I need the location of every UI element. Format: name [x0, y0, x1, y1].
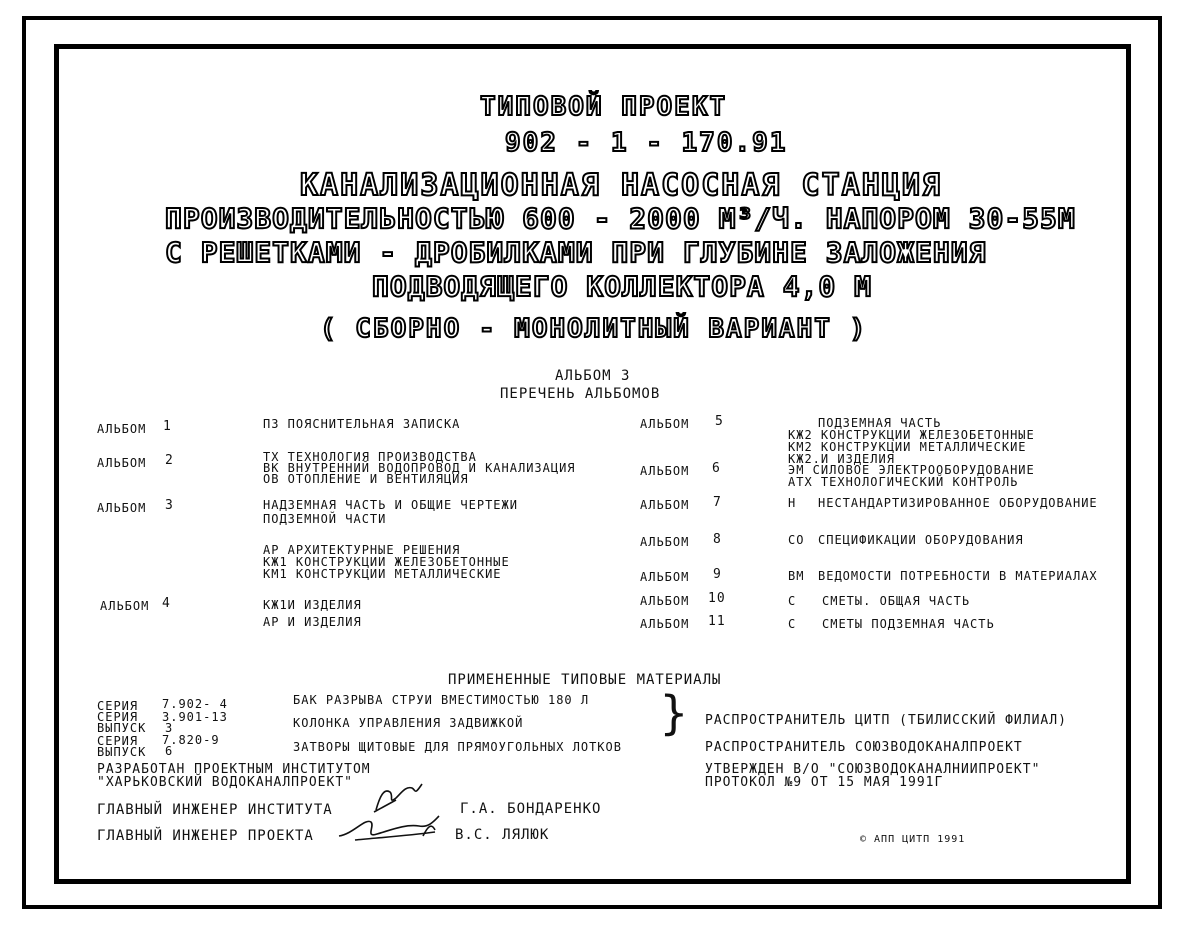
- album-number: 3: [165, 498, 174, 513]
- signature-lyalyuk: [335, 812, 445, 846]
- album-content: КМ2 КОНСТРУКЦИИ МЕТАЛЛИЧЕСКИЕ: [788, 440, 1027, 454]
- title-standard-project: ТИПОВОЙ ПРОЕКТ: [480, 92, 728, 122]
- albums-list-heading: ПЕРЕЧЕНЬ АЛЬБОМОВ: [500, 386, 661, 402]
- album-number: 10: [708, 591, 726, 606]
- series-code: 3.901-13: [162, 710, 228, 724]
- series-label: СЕРИЯ: [97, 734, 139, 748]
- materials-heading: ПРИМЕНЕННЫЕ ТИПОВЫЕ МАТЕРИАЛЫ: [448, 672, 722, 688]
- album-number: 9: [713, 567, 722, 582]
- album-number: 4: [162, 596, 171, 611]
- album-label: АЛЬБОМ: [640, 464, 690, 478]
- album-number: 2: [165, 453, 174, 468]
- album-content: ТХ ТЕХНОЛОГИЯ ПРОИЗВОДСТВА: [263, 450, 477, 464]
- series-code: 7.820-9: [162, 733, 220, 747]
- project-number: 902 - 1 - 170.91: [505, 128, 788, 158]
- album-current: АЛЬБОМ 3: [555, 368, 631, 384]
- album-number: 11: [708, 614, 726, 629]
- album-number: 1: [163, 419, 172, 434]
- album-content: АР И ИЗДЕЛИЯ: [263, 615, 362, 629]
- chief-project-label: ГЛАВНЫЙ ИНЖЕНЕР ПРОЕКТА: [97, 828, 314, 844]
- title-line-4: ПОДВОДЯЩЕГО КОЛЛЕКТОРА 4,0 М: [372, 270, 873, 303]
- album-code: Н: [788, 496, 797, 510]
- album-content: АР АРХИТЕКТУРНЫЕ РЕШЕНИЯ: [263, 543, 461, 557]
- album-content: НЕСТАНДАРТИЗИРОВАННОЕ ОБОРУДОВАНИЕ: [818, 496, 1098, 510]
- series-label: СЕРИЯ: [97, 699, 139, 713]
- album-label: АЛЬБОМ: [640, 570, 690, 584]
- album-label: АЛЬБОМ: [640, 594, 690, 608]
- copyright-mark: © АПП ЦИТП 1991: [860, 834, 966, 845]
- chief-project-name: В.С. ЛЯЛЮК: [455, 827, 550, 843]
- album-code: ВМ: [788, 569, 805, 583]
- title-variant: ( СБОРНО - МОНОЛИТНЫЙ ВАРИАНТ ): [320, 314, 868, 344]
- album-label: АЛЬБОМ: [97, 501, 147, 515]
- album-content: КЖ1И ИЗДЕЛИЯ: [263, 598, 362, 612]
- distributor-tbilisi: РАСПРОСТРАНИТЕЛЬ ЦИТП (ТБИЛИССКИЙ ФИЛИАЛ): [705, 713, 1067, 728]
- series-code: 6: [165, 744, 174, 758]
- album-content: ПЗ ПОЯСНИТЕЛЬНАЯ ЗАПИСКА: [263, 417, 461, 431]
- material-item: КОЛОНКА УПРАВЛЕНИЯ ЗАДВИЖКОЙ: [293, 716, 524, 730]
- chief-institute-name: Г.А. БОНДАРЕНКО: [460, 801, 602, 817]
- album-number: 6: [712, 461, 721, 476]
- album-content: КЖ1 КОНСТРУКЦИИ ЖЕЛЕЗОБЕТОННЫЕ: [263, 555, 510, 569]
- album-content: КЖ2 КОНСТРУКЦИИ ЖЕЛЕЗОБЕТОННЫЕ: [788, 428, 1035, 442]
- album-content: СПЕЦИФИКАЦИИ ОБОРУДОВАНИЯ: [818, 533, 1024, 547]
- album-code: С: [788, 594, 797, 608]
- developer-institute: "ХАРЬКОВСКИЙ ВОДОКАНАЛПРОЕКТ": [97, 775, 353, 790]
- approval-protocol: ПРОТОКОЛ №9 ОТ 15 МАЯ 1991Г: [705, 775, 944, 790]
- album-content: СМЕТЫ ПОДЗЕМНАЯ ЧАСТЬ: [822, 617, 995, 631]
- title-line-1: КАНАЛИЗАЦИОННАЯ НАСОСНАЯ СТАНЦИЯ: [300, 168, 942, 203]
- album-content: КЖ2.И ИЗДЕЛИЯ: [788, 452, 895, 466]
- album-content: ВК ВНУТРЕННИЙ ВОДОПРОВОД И КАНАЛИЗАЦИЯ: [263, 461, 576, 475]
- album-label: АЛЬБОМ: [640, 417, 690, 431]
- series-label: ВЫПУСК: [97, 745, 147, 759]
- chief-institute-label: ГЛАВНЫЙ ИНЖЕНЕР ИНСТИТУТА: [97, 802, 333, 818]
- distributor-soyuz: РАСПРОСТРАНИТЕЛЬ СОЮЗВОДОКАНАЛПРОЕКТ: [705, 740, 1023, 755]
- album-content: ОВ ОТОПЛЕНИЕ И ВЕНТИЛЯЦИЯ: [263, 472, 469, 486]
- title-line-3: С РЕШЕТКАМИ - ДРОБИЛКАМИ ПРИ ГЛУБИНЕ ЗАЛОЖЕНИЯ: [165, 236, 987, 269]
- series-code: 3: [165, 721, 174, 735]
- title-line-2: ПРОИЗВОДИТЕЛЬНОСТЬЮ 600 - 2000 М³/Ч. НАПОРОМ 30-55М: [165, 202, 1076, 235]
- album-content: АТХ ТЕХНОЛОГИЧЕСКИЙ КОНТРОЛЬ: [788, 475, 1019, 489]
- album-content: НАДЗЕМНАЯ ЧАСТЬ И ОБЩИЕ ЧЕРТЕЖИ: [263, 498, 518, 512]
- album-content: СМЕТЫ. ОБЩАЯ ЧАСТЬ: [822, 594, 971, 608]
- album-label: АЛЬБОМ: [640, 617, 690, 631]
- album-label: АЛЬБОМ: [100, 599, 150, 613]
- series-label: СЕРИЯ: [97, 710, 139, 724]
- album-content: КМ1 КОНСТРУКЦИИ МЕТАЛЛИЧЕСКИЕ: [263, 567, 502, 581]
- album-content: ПОДЗЕМНОЙ ЧАСТИ: [263, 512, 387, 526]
- approval-line: УТВЕРЖДЕН В/О "СОЮЗВОДОКАНАЛНИИПРОЕКТ": [705, 762, 1041, 777]
- material-item: БАК РАЗРЫВА СТРУИ ВМЕСТИМОСТЬЮ 180 Л: [293, 693, 590, 707]
- album-label: АЛЬБОМ: [97, 456, 147, 470]
- album-code: С: [788, 617, 797, 631]
- album-content: ПОДЗЕМНАЯ ЧАСТЬ: [818, 416, 942, 430]
- album-code: СО: [788, 533, 805, 547]
- album-label: АЛЬБОМ: [640, 535, 690, 549]
- album-number: 7: [713, 495, 722, 510]
- album-label: АЛЬБОМ: [97, 422, 147, 436]
- album-content: ВЕДОМОСТИ ПОТРЕБНОСТИ В МАТЕРИАЛАХ: [818, 569, 1098, 583]
- album-number: 5: [715, 414, 724, 429]
- album-number: 8: [713, 532, 722, 547]
- album-content: ЭМ СИЛОВОЕ ЭЛЕКТРООБОРУДОВАНИЕ: [788, 463, 1035, 477]
- album-label: АЛЬБОМ: [640, 498, 690, 512]
- material-item: ЗАТВОРЫ ЩИТОВЫЕ ДЛЯ ПРЯМОУГОЛЬНЫХ ЛОТКОВ: [293, 740, 622, 754]
- series-label: ВЫПУСК: [97, 721, 147, 735]
- materials-brace: }: [660, 686, 688, 740]
- series-code: 7.902- 4: [162, 697, 228, 711]
- developer-line: РАЗРАБОТАН ПРОЕКТНЫМ ИНСТИТУТОМ: [97, 762, 371, 777]
